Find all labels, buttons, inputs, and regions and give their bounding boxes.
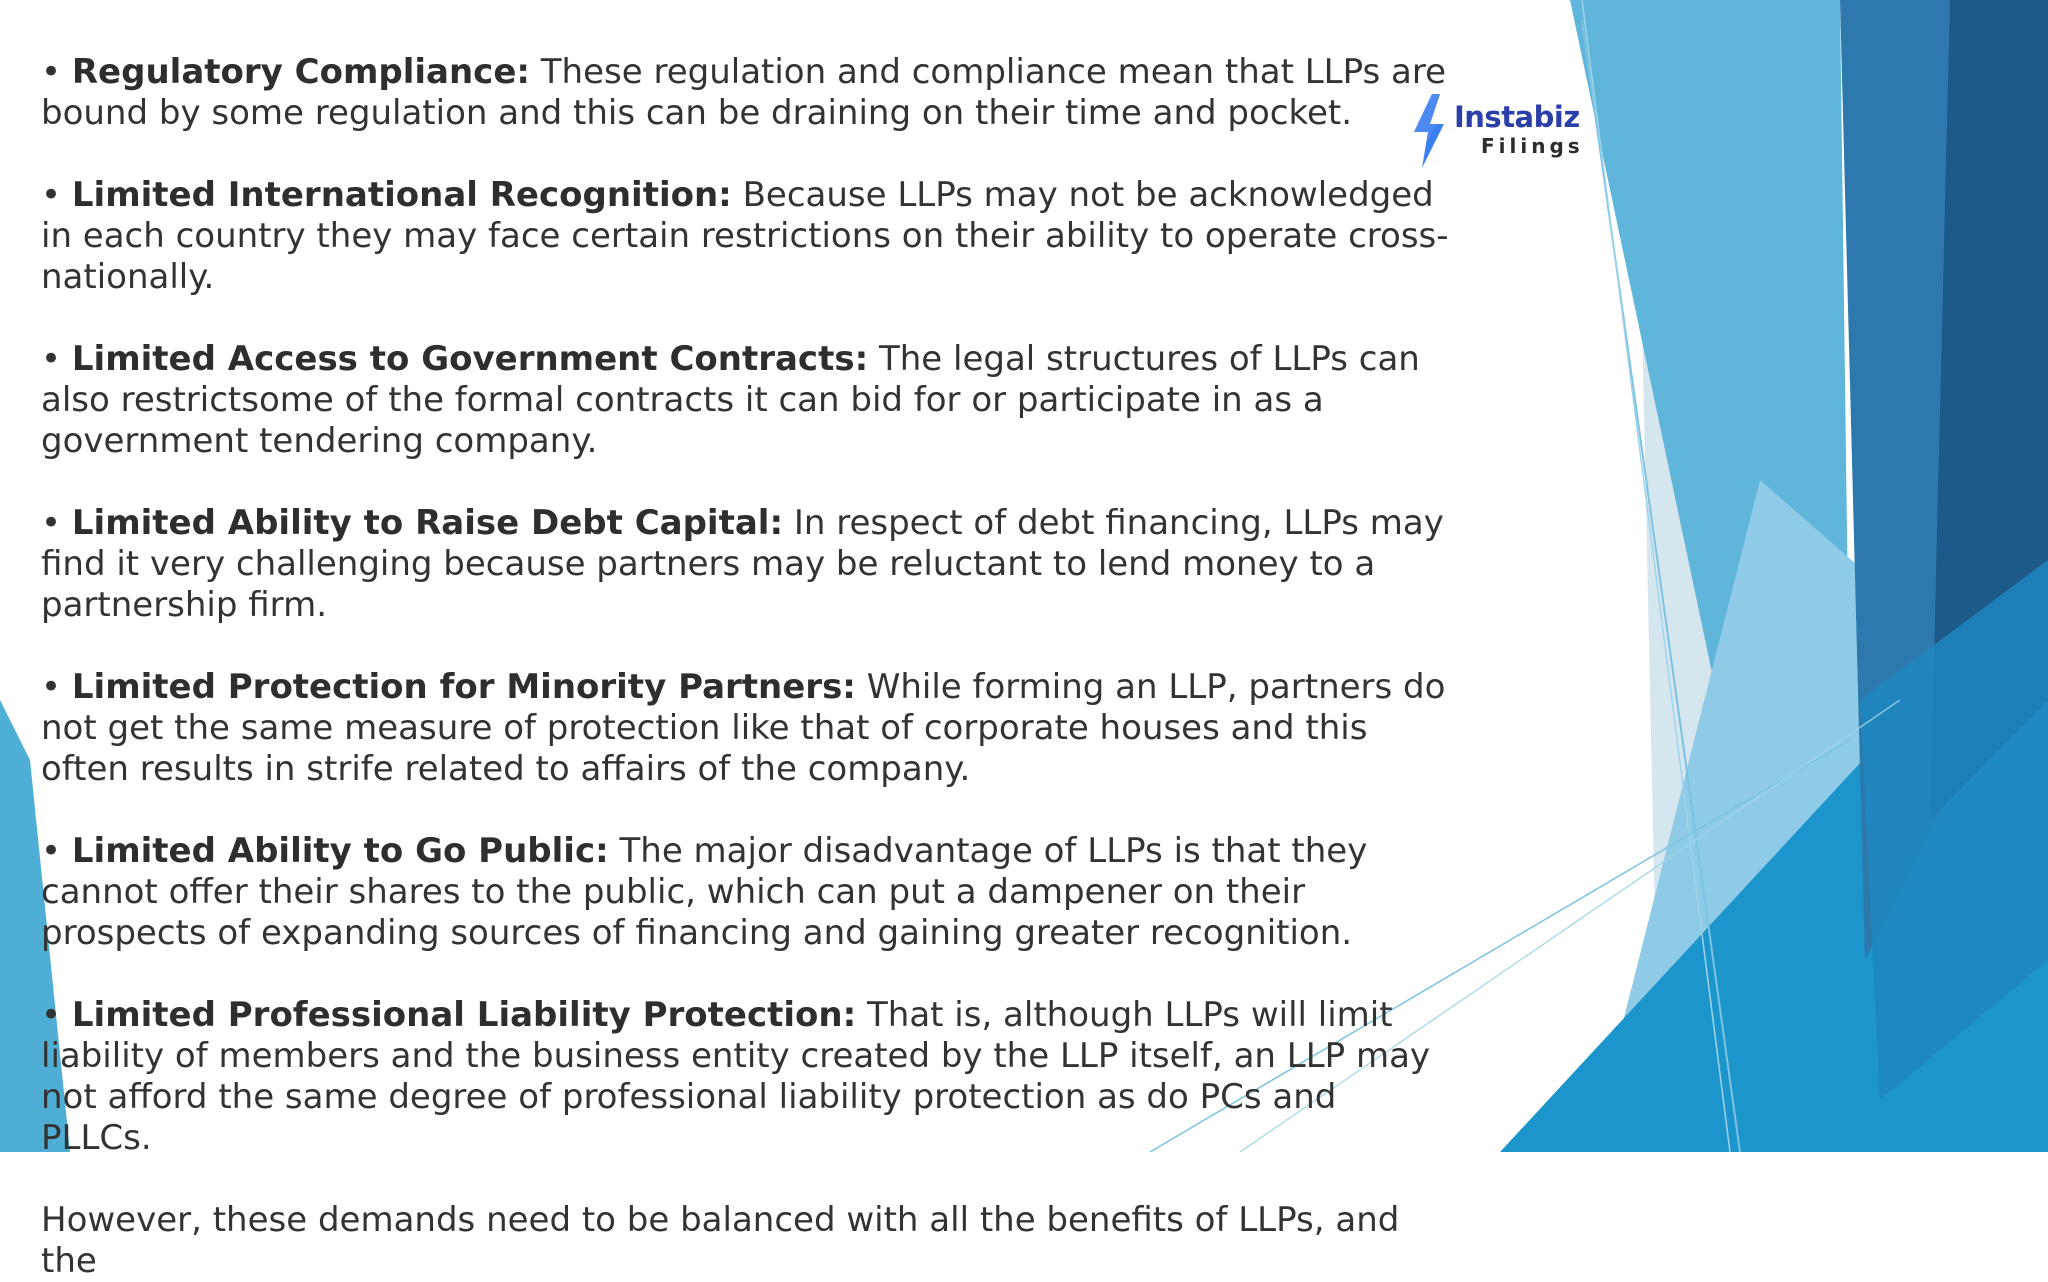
bullet-glyph: • — [41, 995, 62, 1035]
logo-wordmark: Instabiz — [1454, 100, 1580, 134]
bullet-title: Limited Protection for Minority Partners: — [71, 667, 856, 707]
instabiz-logo — [1410, 92, 1584, 170]
bullet-limited-international-recognition — [41, 175, 1456, 298]
closing-paragraph: However, these demands need to be balanced with all the benefits of LLPs, and the — [41, 1200, 1400, 1281]
bullet-glyph: • — [41, 339, 62, 379]
bullet-title: Limited Ability to Raise Debt Capital: — [71, 503, 784, 543]
bullet-text: These regulation and compliance mean that LLPs are bound by some regulation and this can be draining on their time and pocket. — [41, 52, 1447, 133]
bullet-text: Because LLPs may not be acknowledged in each country they may face certain restrictions on their ability to operate cross-nationally. — [41, 175, 1449, 297]
bullet-glyph: • — [41, 503, 62, 543]
bullet-glyph: • — [41, 831, 62, 871]
bullet-glyph: • — [41, 667, 62, 707]
bullet-limited-ability-go-public — [41, 831, 1456, 954]
bullet-text: In respect of debt financing, LLPs may find it very challenging because partners may be reluctant to lend money to a partnership firm. — [41, 503, 1444, 625]
bullet-title: Limited Access to Government Contracts: — [71, 339, 869, 379]
logo-tagline: Filings — [1481, 134, 1584, 158]
bullet-title: Limited International Recognition: — [71, 175, 732, 215]
bullet-glyph: • — [41, 52, 62, 92]
bullet-text: The major disadvantage of LLPs is that they cannot offer their shares to the public, which can put a dampener on their prospects of expanding sources of financing and gaining greater recognition. — [41, 831, 1368, 953]
bullet-text: While forming an LLP, partners do not get the same measure of protection like that of corporate houses and this often results in strife related to affairs of the company. — [41, 667, 1446, 789]
bullet-title: Limited Ability to Go Public: — [71, 831, 609, 871]
slide-body — [41, 52, 1456, 1282]
bullet-title: Regulatory Compliance: — [71, 52, 530, 92]
bullet-limited-professional-liability — [41, 995, 1456, 1159]
bullet-text: The legal structures of LLPs can also restrictsome of the formal contracts it can bid for or participate in as a government tendering company. — [41, 339, 1420, 461]
bullet-limited-protection-minority — [41, 667, 1456, 790]
bullet-text: That is, although LLPs will limit liability of members and the business entity created by the LLP itself, an LLP may not afford the same degree of professional liability protection as do PCs and PLLCs. — [41, 995, 1431, 1158]
bullet-title: Limited Professional Liability Protection: — [71, 995, 857, 1035]
bullet-regulatory-compliance — [41, 52, 1456, 134]
bullet-limited-ability-raise-debt — [41, 503, 1456, 626]
bullet-limited-access-government-contracts — [41, 339, 1456, 462]
bullet-glyph: • — [41, 175, 62, 215]
lightning-bolt-icon — [1410, 92, 1450, 170]
